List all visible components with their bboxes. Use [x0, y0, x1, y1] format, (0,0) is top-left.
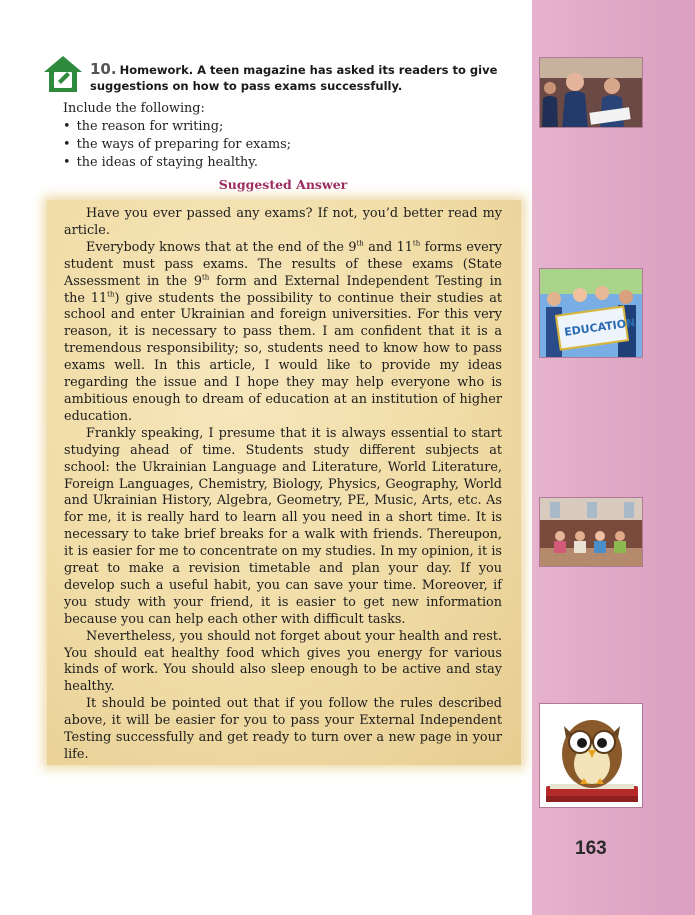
include-item: • the ways of preparing for exams;	[63, 136, 503, 154]
article-text	[64, 206, 502, 764]
homework-pencil-icon	[43, 55, 83, 93]
include-list-block	[63, 100, 503, 172]
page-number: 163	[575, 838, 607, 859]
photo-students-hall	[539, 497, 643, 567]
owl-illustration	[539, 703, 643, 808]
include-intro: Include the following:	[63, 101, 205, 116]
article-paragraph: Frankly speaking, I presume that it is always essential to start studying ahead of time. Students study different subjects at school: the Ukrainian Language and Literature, World Literature, Foreign Languages, Chemistry, Biology, Physics, Geography, World and Ukrainian History, Algebra, Geometry, PE, Music, Arts, etc. As for me, it is really hard to learn all you need in a short time. It is necessary to take brief breaks for a walk with friends. Thereupon, it is easier for me to concentrate on my studies. In my opinion, it is great to make a revision timetable and plan your day. If you develop such a useful habit, you can save your time. Moreover, if you study with your friend, it is easier to get new information because you can help each other with difficult tasks.	[64, 425, 502, 627]
task-number: 10.	[90, 60, 117, 78]
education-sign-text: EDUCATION	[563, 316, 637, 339]
photo-education-sign	[539, 268, 643, 358]
include-item: • the ideas of staying healthy.	[63, 154, 503, 172]
include-list	[63, 118, 503, 172]
task-text: Homework. A teen magazine has asked its readers to give suggestions on how to pass exams successfully.	[90, 63, 498, 93]
suggested-answer-heading: Suggested Answer	[218, 177, 348, 192]
article-paragraph: It should be pointed out that if you follow the rules described above, it will be easier for you to pass your External Independent Testing successfully and get ready to turn over a new page in your life.	[64, 696, 502, 762]
article-paragraph: Have you ever passed any exams? If not, you’d better read my article.	[64, 206, 502, 238]
photo-students-exam	[539, 57, 643, 128]
article-paragraph: Nevertheless, you should not forget about your health and rest. You should eat healthy food which gives you energy for various kinds of work. You should also sleep enough to be active and stay healthy.	[64, 628, 502, 695]
include-item: • the reason for writing;	[63, 118, 503, 136]
task-instruction	[90, 61, 528, 94]
article-paragraph: Everybody knows that at the end of the 9th and 11th forms every student must pass exams. The results of these exams (State Assessment in the 9th form and External Independent Testing in the 11th) give students the possibility to continue their studies at school and enter Ukrainian and foreign universities. For this very reason, it is necessary to pass them. I am confident that it is a tremendous responsibility; so, students need to know how to pass exams well. In this article, I would like to provide my ideas regarding the issue and I hope they may help everyone who is ambitious enough to dream of education at an institution of higher education.	[64, 239, 503, 424]
